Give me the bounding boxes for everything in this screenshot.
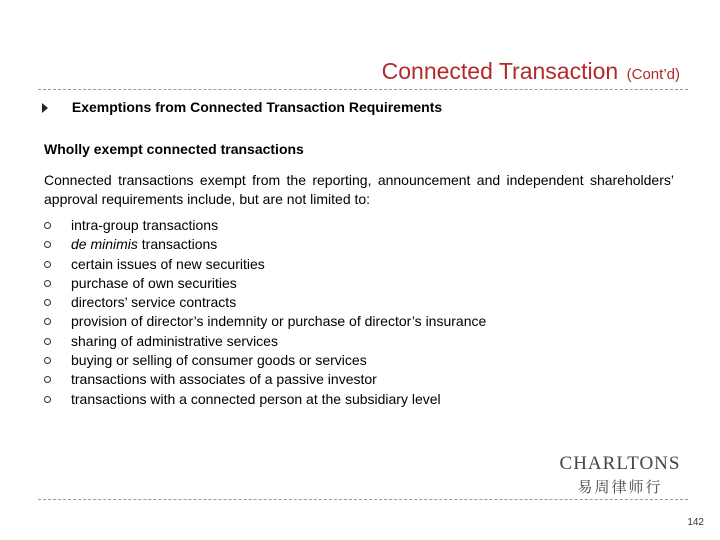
circle-bullet-icon bbox=[44, 318, 51, 325]
list-item-text: certain issues of new securities bbox=[71, 255, 265, 272]
list-item-text: sharing of administrative services bbox=[71, 332, 278, 349]
list-item bbox=[44, 390, 684, 409]
page-number: 142 bbox=[687, 517, 704, 528]
top-divider bbox=[38, 89, 688, 90]
logo-name-chinese: 易周律师行 bbox=[577, 478, 663, 496]
list-item bbox=[44, 235, 684, 254]
list-item bbox=[44, 370, 684, 389]
circle-bullet-icon bbox=[44, 241, 51, 248]
list-item bbox=[44, 255, 684, 274]
list-item bbox=[44, 216, 684, 235]
section-subtitle-text: Exemptions from Connected Transaction Requirements bbox=[71, 99, 443, 115]
list-item-text: buying or selling of consumer goods or services bbox=[71, 352, 367, 369]
list-item bbox=[44, 312, 684, 331]
intro-paragraph: Connected transactions exempt from the reporting, announcement and independent shareholders’ approval requirements include, but are not limited to: bbox=[44, 172, 674, 207]
section-subtitle bbox=[42, 99, 442, 115]
slide-title bbox=[382, 58, 680, 85]
slide-title-main: Connected Transaction bbox=[381, 58, 619, 84]
right-triangle-icon bbox=[42, 103, 48, 113]
list-item-text: transactions with associates of a passive investor bbox=[71, 371, 377, 388]
circle-bullet-icon bbox=[44, 376, 51, 383]
circle-bullet-icon bbox=[44, 396, 51, 403]
list-item bbox=[44, 274, 684, 293]
list-item-text: provision of director’s indemnity or purchase of director’s insurance bbox=[71, 313, 487, 330]
logo-name-english: CHARLTONS bbox=[559, 453, 681, 474]
list-item-text: transactions with a connected person at the subsidiary level bbox=[71, 390, 441, 407]
list-item-text: purchase of own securities bbox=[71, 274, 237, 291]
exemption-list bbox=[44, 216, 684, 409]
list-item-text: intra-group transactions bbox=[71, 217, 219, 233]
bottom-divider bbox=[38, 499, 688, 500]
charltons-logo bbox=[558, 453, 682, 497]
list-item-text: de minimis transactions bbox=[71, 236, 218, 253]
slide-title-suffix: (Cont’d) bbox=[626, 66, 680, 83]
circle-bullet-icon bbox=[44, 280, 51, 287]
list-item bbox=[44, 293, 684, 312]
list-item-text: directors’ service contracts bbox=[71, 294, 237, 311]
circle-bullet-icon bbox=[44, 357, 51, 364]
list-item bbox=[44, 332, 684, 351]
circle-bullet-icon bbox=[44, 261, 51, 268]
circle-bullet-icon bbox=[44, 338, 51, 345]
circle-bullet-icon bbox=[44, 222, 51, 229]
content-heading: Wholly exempt connected transactions bbox=[44, 141, 304, 157]
circle-bullet-icon bbox=[44, 299, 51, 306]
list-item bbox=[44, 351, 684, 370]
